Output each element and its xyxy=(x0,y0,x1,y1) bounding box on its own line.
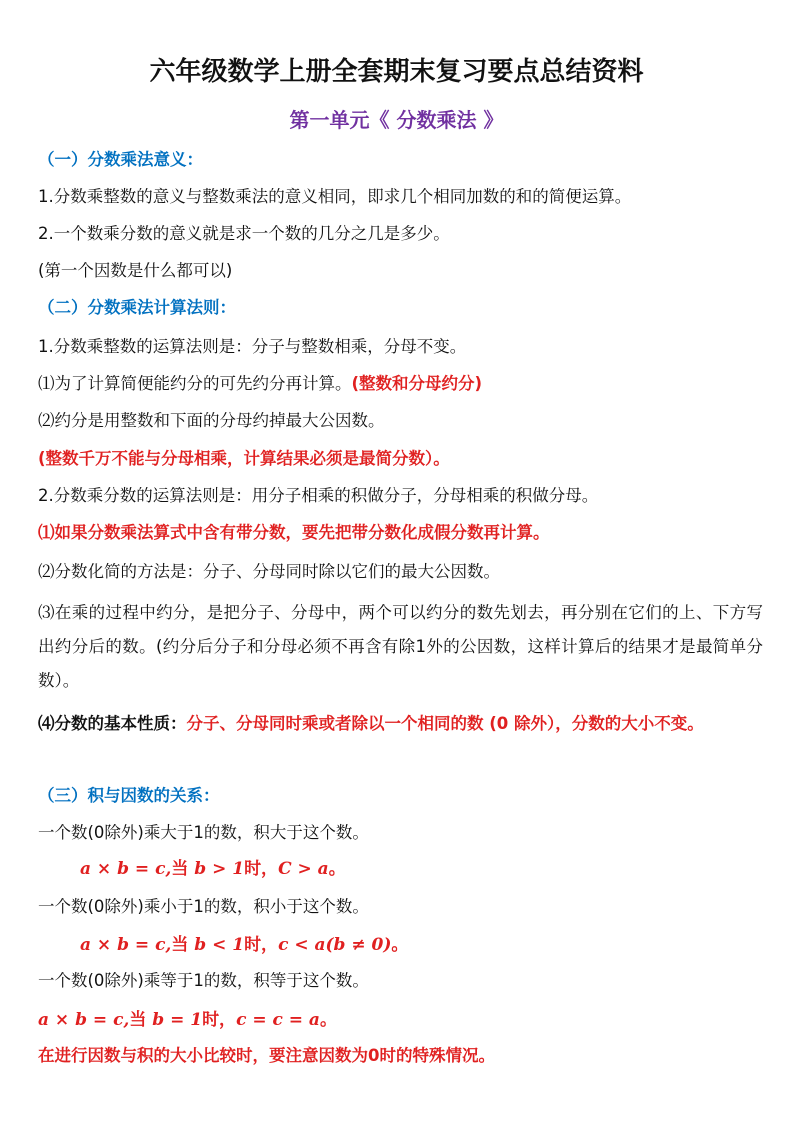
formula-2-expression: a × b = c, xyxy=(80,935,172,955)
section2-paragraph-8: ⑶在乘的过程中约分，是把分子、分母中，两个可以约分的数先划去，再分别在它们的上、下方写出约分后的数。(约分后分子和分母必须不再含有除1外的公因数，这样计算后的结果才是最简单分数）。 xyxy=(38,603,763,690)
section2-heading: （二）分数乘法计算法则： xyxy=(38,298,236,317)
formula-3-condition: b = 1 xyxy=(152,1010,203,1030)
section3-note: 在进行因数与积的大小比较时，要注意因数为0时的特殊情况。 xyxy=(38,1046,495,1065)
formula-1-condition: b > 1 xyxy=(194,859,245,879)
formula-3-end: 。 xyxy=(319,1010,337,1030)
section2-paragraph-2-emphasis: (整数和分母约分) xyxy=(351,374,483,393)
formula-2-when: 当 xyxy=(171,935,195,955)
section3-formula-3 xyxy=(38,1008,763,1032)
formula-1-end: 。 xyxy=(328,859,346,879)
formula-2-condition: b < 1 xyxy=(194,935,245,955)
formula-2-result: c < a(b ≠ 0) xyxy=(278,935,392,955)
section2-paragraph-9-prefix: ⑷分数的基本性质： xyxy=(38,714,187,733)
section3-formula-2 xyxy=(80,933,793,957)
section1-heading: （一）分数乘法意义： xyxy=(38,150,203,169)
section2-paragraph-2 xyxy=(38,372,763,396)
formula-3-then: 时， xyxy=(202,1010,237,1030)
section3-heading: （三）积与因数的关系： xyxy=(38,786,220,805)
section3-rule-1: 一个数(0除外)乘大于1的数，积大于这个数。 xyxy=(38,823,369,842)
section2-paragraph-7: ⑵分数化简的方法是：分子、分母同时除以它们的最大公因数。 xyxy=(38,562,500,581)
formula-1-when: 当 xyxy=(171,859,195,879)
document-title: 六年级数学上册全套期末复习要点总结资料 xyxy=(149,57,644,87)
section3-rule-3: 一个数(0除外)乘等于1的数，积等于这个数。 xyxy=(38,971,369,990)
section1-paragraph-2: 2.一个数乘分数的意义就是求一个数的几分之几是多少。 xyxy=(38,224,450,243)
section2-paragraph-6: ⑴如果分数乘法算式中含有带分数，要先把带分数化成假分数再计算。 xyxy=(38,523,550,542)
section2-paragraph-4: (整数千万不能与分母相乘，计算结果必须是最简分数）。 xyxy=(38,449,450,468)
formula-1-then: 时， xyxy=(244,859,279,879)
formula-1-result: C > a xyxy=(278,859,329,879)
formula-2-end: 。 xyxy=(391,935,409,955)
section1-paragraph-3: (第一个因数是什么都可以) xyxy=(38,261,233,280)
unit-title: 第一单元《 分数乘法 》 xyxy=(289,108,504,132)
section2-paragraph-2-text: ⑴为了计算简便能约分的可先约分再计算。 xyxy=(38,374,352,393)
section2-paragraph-3: ⑵约分是用整数和下面的分母约掉最大公因数。 xyxy=(38,411,385,430)
formula-1-expression: a × b = c, xyxy=(80,859,172,879)
section2-paragraph-9 xyxy=(38,707,763,741)
section3-rule-2: 一个数(0除外)乘小于1的数，积小于这个数。 xyxy=(38,897,369,916)
section3-formula-1 xyxy=(80,857,793,881)
formula-2-then: 时， xyxy=(244,935,279,955)
section2-paragraph-9-emphasis: 分子、分母同时乘或者除以一个相同的数 (0 除外），分数的大小不变。 xyxy=(186,714,704,733)
formula-3-result: c = c = a xyxy=(236,1010,320,1030)
section1-paragraph-1: 1.分数乘整数的意义与整数乘法的意义相同，即求几个相同加数的和的简便运算。 xyxy=(38,187,632,206)
formula-3-when: 当 xyxy=(129,1010,153,1030)
section2-paragraph-5: 2.分数乘分数的运算法则是：用分子相乘的积做分子，分母相乘的积做分母。 xyxy=(38,486,599,505)
formula-3-expression: a × b = c, xyxy=(38,1010,130,1030)
section2-paragraph-1: 1.分数乘整数的运算法则是：分子与整数相乘，分母不变。 xyxy=(38,337,467,356)
